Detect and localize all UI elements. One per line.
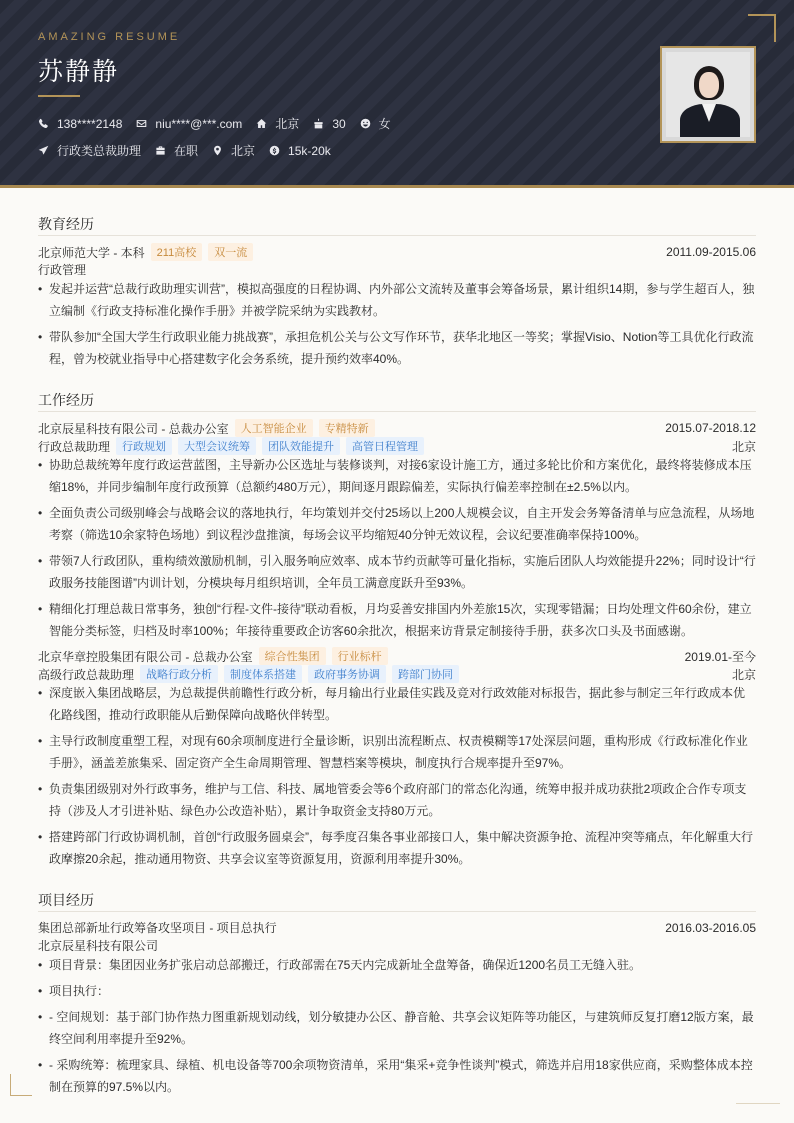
salary-info (269, 144, 331, 158)
skill-tag: 跨部门协同 (392, 665, 459, 683)
company-line: 北京华章控股集团有限公司 - 总裁办公室 (38, 649, 253, 664)
name-underline (38, 95, 80, 97)
education-date: 2011.09-2015.06 (666, 245, 756, 259)
job-bullet: • 协助总裁统筹年度行政运营蓝图，主导新办公区选址与装修谈判，对接6家设计施工方，通过多轮比价和方案优化，最终将装修成本压缩18%，并同步编制年度行政预算（总额约480万元），期间逐月跟踪偏差，实际执行偏差率控制在±2.5%以内。 (38, 454, 756, 498)
location-pin-icon (212, 145, 223, 156)
company-tag: 综合性集团 (259, 647, 326, 665)
corner-ornament (736, 1103, 780, 1104)
project-bullet: • - 空间规划：基于部门协作热力图重新规划动线，划分敏捷办公区、静音舱、共享会议矩阵等功能区，与建筑师反复打磨12版方案，最终空间利用率提升至92%。 (38, 1006, 756, 1050)
project-date: 2016.03-2016.05 (665, 920, 756, 935)
cake-icon (313, 118, 324, 129)
phone-info (38, 117, 122, 131)
school-line: 北京师范大学 - 本科 (38, 245, 145, 260)
education-section-title: 教育经历 (38, 216, 94, 232)
role-text: 高级行政总裁助理 (38, 667, 135, 682)
briefcase-icon (155, 145, 166, 156)
home-icon (256, 118, 267, 129)
education-entry-header (38, 243, 756, 261)
position-info (38, 142, 141, 159)
brand-label: AMAZING RESUME (38, 31, 181, 43)
age-info (313, 117, 345, 131)
skill-tag: 政府事务协调 (308, 665, 386, 683)
role-row (38, 665, 756, 683)
send-icon (38, 145, 49, 156)
email-info (136, 117, 242, 131)
project-bullet: • 项目背景：集团因业务扩张启动总部搬迁，行政部需在75天内完成新址全盘筹备，确保近1200名员工无缝入驻。 (38, 954, 756, 976)
gender-text: 女 (378, 117, 391, 131)
coin-icon (269, 145, 280, 156)
project-bullet: • - 采购统筹：梳理家具、绿植、机电设备等700余项物资清单，采用“集采+竞争性谈判”模式，筛选并启用18家供应商，采购整体成本控制在预算的97.5%以内。 (38, 1054, 756, 1098)
mail-icon (136, 118, 147, 129)
role-row (38, 437, 756, 455)
job-location: 北京 (731, 667, 756, 682)
smile-icon (360, 118, 371, 129)
contact-row (38, 115, 405, 132)
school-tag: 211高校 (151, 243, 203, 261)
company-tag: 人工智能企业 (235, 419, 313, 437)
phone-icon (38, 118, 49, 129)
candidate-name: 苏静静 (38, 58, 120, 86)
job-bullet: • 精细化打理总裁日常事务，独创“行程-文件-接待”联动看板，月均妥善安排国内外差旅15次，实现零错漏；日均处理文件60余份，建立智能分类标签，归档及时率100%；年接待重要政企访客60余批次，根据来访背景定制接待手册，获多次口头及书面感谢。 (38, 598, 756, 642)
corner-ornament (10, 1074, 32, 1096)
corner-ornament (748, 14, 776, 42)
job-bullet: • 主导行政制度重塑工程，对现有60余项制度进行全量诊断，识别出流程断点、权责模糊等17处深层问题，重构形成《行政标准化作业手册》，涵盖差旅集采、固定资产全生命周期管理、智慧档案等模块，制度执行合规率提升至97%。 (38, 730, 756, 774)
resume-header (0, 0, 794, 188)
education-bullet: • 带队参加“全国大学生行政职业能力挑战赛”，承担危机公关与公文写作环节，获华北地区一等奖；掌握Visio、Notion等工具优化行政流程，曾为校就业指导中心搭建数字化会务系统，提升预约效率40%。 (38, 326, 756, 370)
job-entry-header (38, 419, 756, 437)
phone-text: 138****2148 (57, 116, 123, 131)
company-line: 北京辰星科技有限公司 - 总裁办公室 (38, 421, 229, 436)
project-name-line: 集团总部新址行政筹备攻坚项目 - 项目总执行 (38, 921, 277, 935)
position-text: 行政类总裁助理 (57, 144, 142, 158)
gender-info (360, 115, 391, 132)
skill-tag: 制度体系搭建 (224, 665, 302, 683)
job-bullet: • 深度嵌入集团战略层，为总裁提供前瞻性行政分析，每月输出行业最佳实践及竞对行政效能对标报告，据此参与制定三年行政成本优化路线图，推动行政职能从后勤保障向战略伙伴转型。 (38, 682, 756, 726)
avatar (666, 52, 750, 137)
project-section-title: 项目经历 (38, 892, 94, 908)
job-location: 北京 (731, 439, 756, 454)
company-tag: 行业标杆 (332, 647, 388, 665)
status-info (155, 142, 198, 159)
target-city-info (212, 142, 255, 159)
project-company: 北京辰星科技有限公司 (38, 939, 159, 953)
job-entry-header (38, 647, 756, 665)
age-text: 30 (332, 116, 346, 131)
work-section-title: 工作经历 (38, 392, 94, 408)
project-entry-header (38, 919, 756, 936)
skill-tag: 高管日程管理 (346, 437, 424, 455)
project-company-row (38, 937, 756, 954)
major-row (38, 261, 756, 278)
job-date: 2015.07-2018.12 (665, 421, 756, 435)
target-city-text: 北京 (231, 144, 256, 158)
email-text: niu****@***.com (155, 116, 243, 131)
project-bullet: • 项目执行： (38, 980, 756, 1002)
school-tag: 双一流 (208, 243, 253, 261)
job-date: 2019.01-至今 (684, 649, 756, 664)
skill-tag: 团队效能提升 (262, 437, 340, 455)
skill-tag: 行政规划 (116, 437, 172, 455)
section-divider (38, 235, 756, 236)
company-tag: 专精特新 (319, 419, 375, 437)
profile-photo (660, 46, 756, 143)
city-text: 北京 (275, 117, 300, 131)
job-intent-row (38, 142, 345, 159)
job-bullet: • 搭建跨部门行政协调机制，首创“行政服务圆桌会”，每季度召集各事业部接口人，集中解决资源争抢、流程冲突等痛点，年化解重大行政摩擦20余起，推动通用物资、共享会议室等资源复用，资源利用率提升30%。 (38, 826, 756, 870)
job-bullet: • 全面负责公司级别峰会与战略会议的落地执行，年均策划并交付25场以上200人规模会议，自主开发会务筹备清单与应急流程，从场地考察（筛选10余家特色场地）到议程沙盘推演，每场会议平均缩短40分钟无效议程，会议纪要准确率保持100%。 (38, 502, 756, 546)
major-text: 行政管理 (38, 263, 87, 277)
salary-text: 15k-20k (288, 143, 331, 158)
job-bullet: • 带领7人行政团队，重构绩效激励机制，引入服务响应效率、成本节约贡献等可量化指标，实施后团队人均效能提升22%；同时设计“行政服务技能图谱”内训计划，分模块每月组织培训，全年员工满意度跃升至93%。 (38, 550, 756, 594)
role-text: 行政总裁助理 (38, 439, 111, 454)
section-divider (38, 911, 756, 912)
skill-tag: 战略行政分析 (140, 665, 218, 683)
education-bullet: • 发起并运营“总裁行政助理实训营”，模拟高强度的日程协调、内外部公文流转及董事会筹备场景，累计组织14期，参与学生超百人，独立编制《行政支持标准化操作手册》并被学院采纳为实践教材。 (38, 278, 756, 322)
section-divider (38, 411, 756, 412)
status-text: 在职 (174, 144, 199, 158)
city-info (256, 115, 299, 132)
job-bullet: • 负责集团级别对外行政事务，维护与工信、科技、属地管委会等6个政府部门的常态化沟通，统筹申报并成功获批2项政企合作专项支持（涉及人才引进补贴、绿色办公改造补贴），累计争取资金支持80万元。 (38, 778, 756, 822)
skill-tag: 大型会议统筹 (178, 437, 256, 455)
